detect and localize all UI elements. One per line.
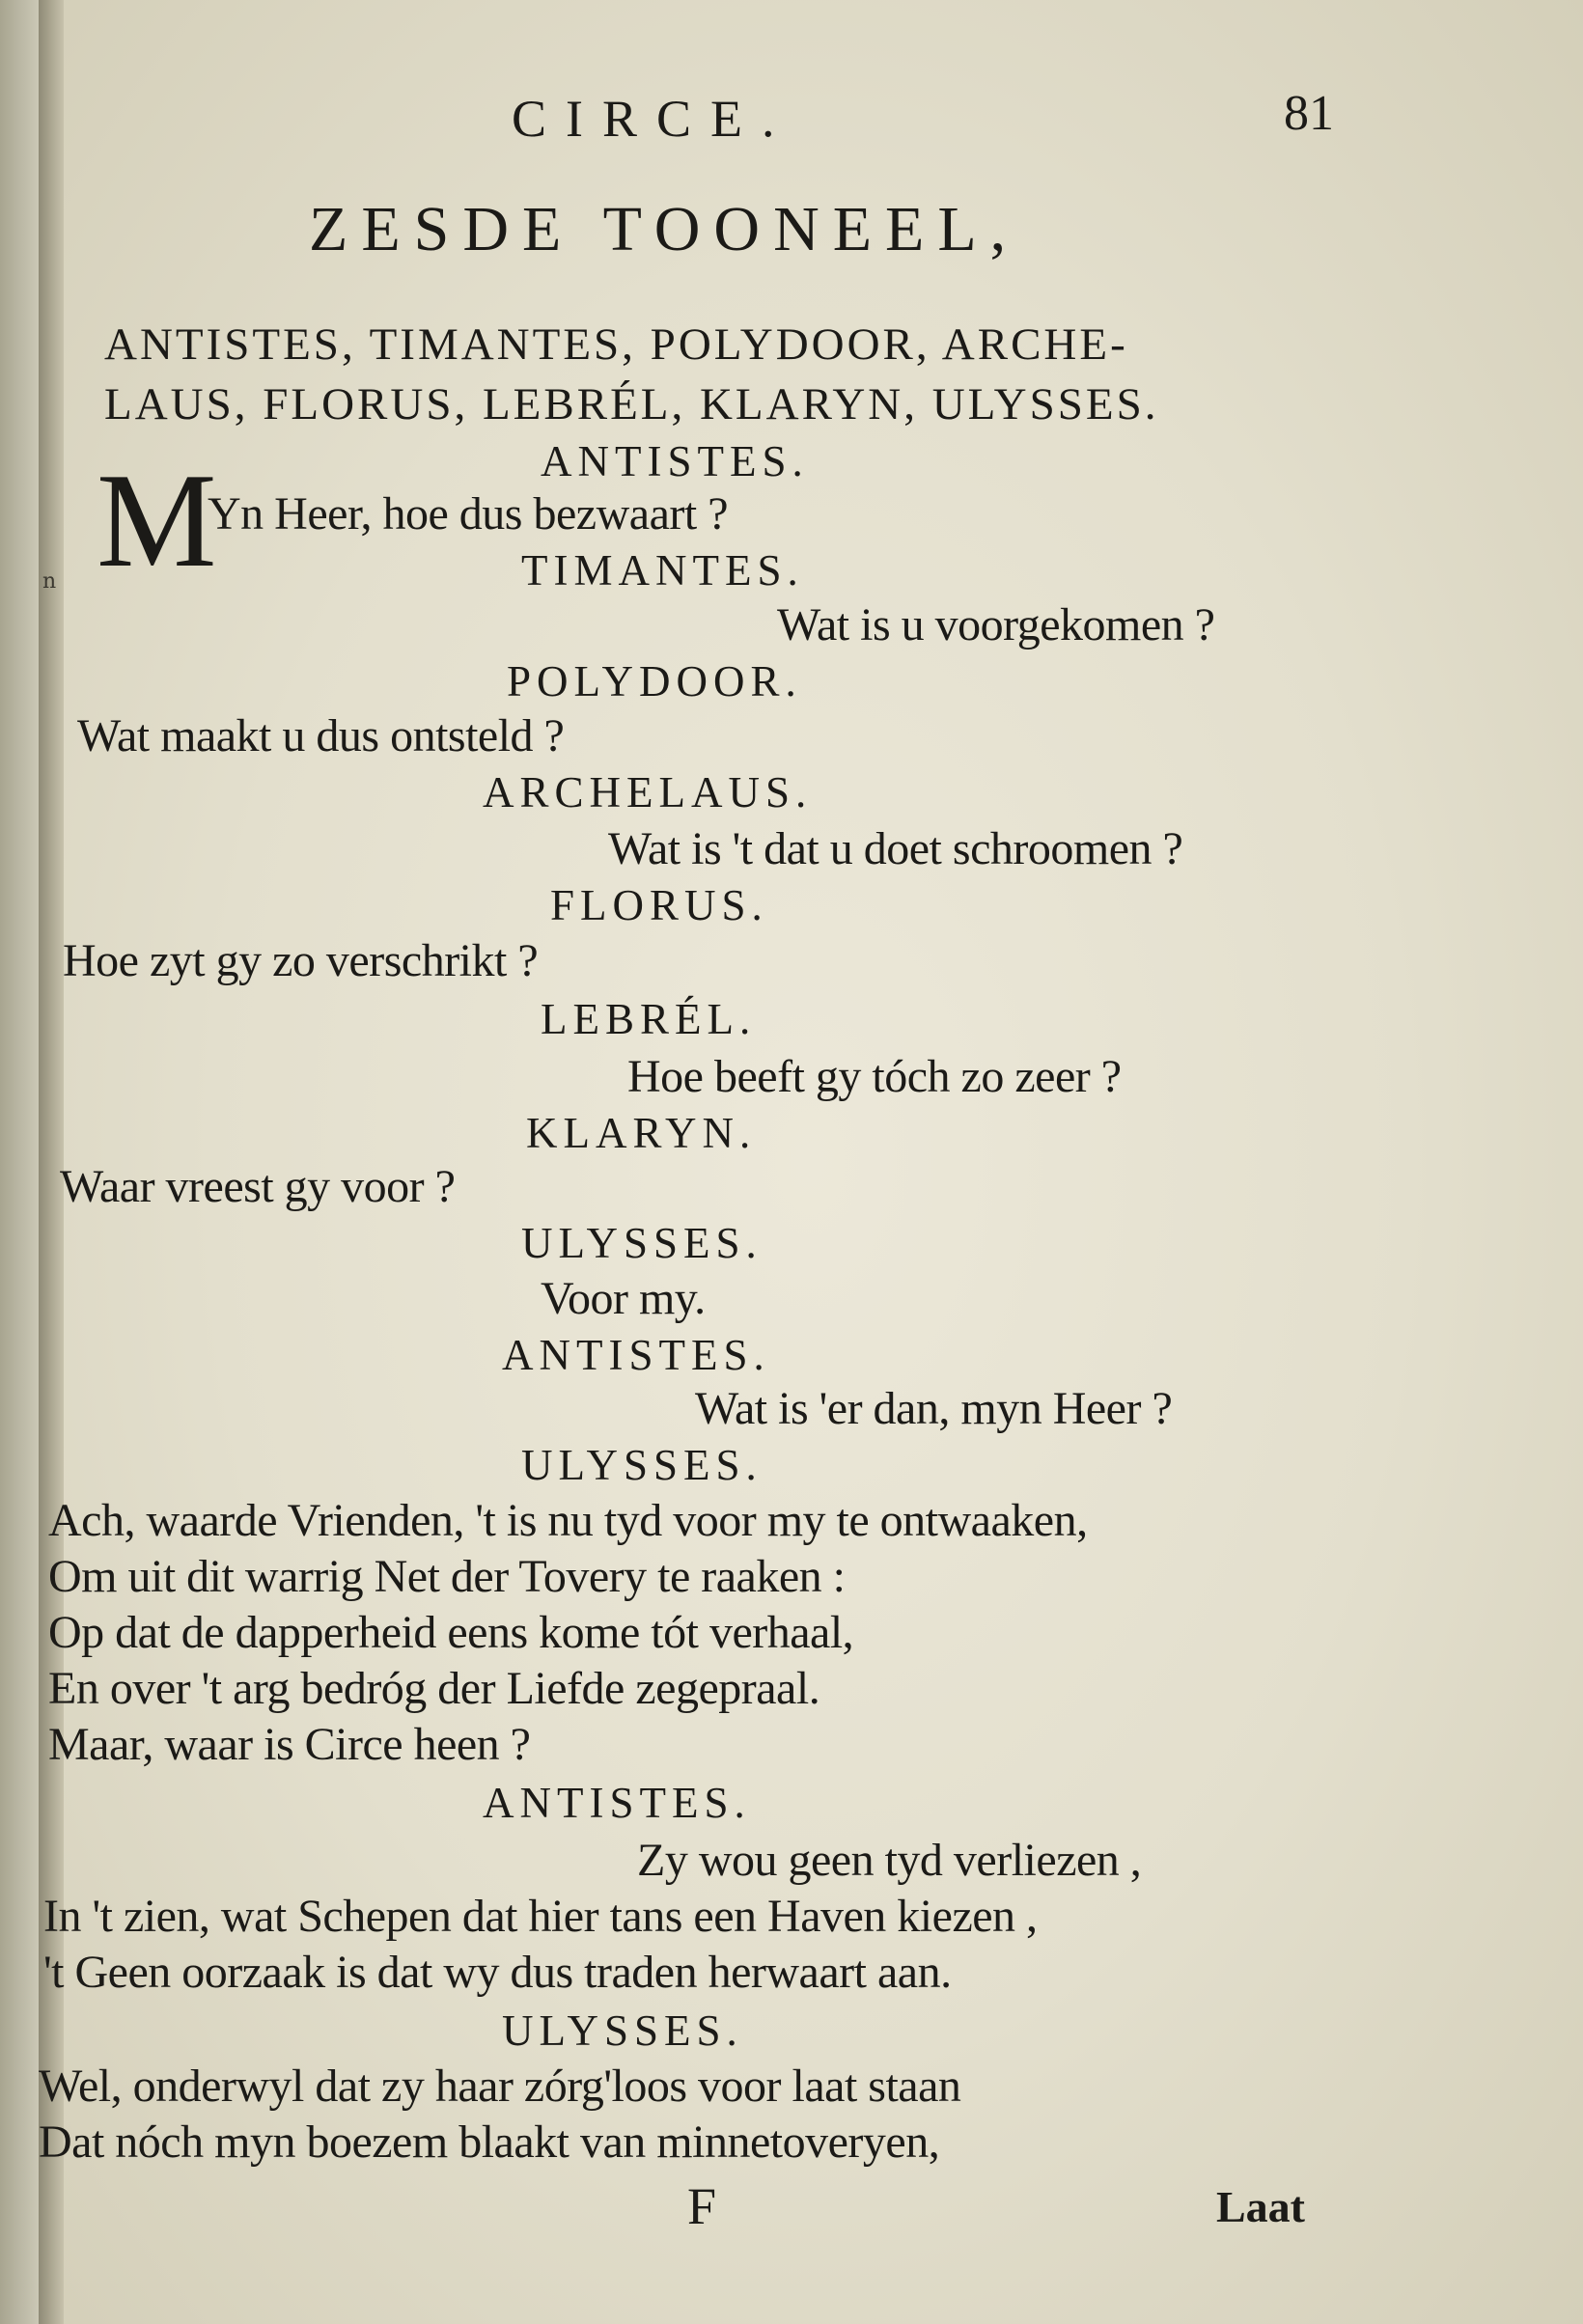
verse-line: Wel, onderwyl dat zy haar zórg'loos voor laat staan <box>39 2061 961 2112</box>
speaker-name: ULYSSES. <box>521 1441 763 1489</box>
verse-line: En over 't arg bedróg der Liefde zegepraal. <box>48 1663 820 1714</box>
page-number: 81 <box>1284 86 1334 141</box>
speaker-name: ANTISTES. <box>541 437 809 485</box>
speaker-name: KLARYN. <box>526 1109 757 1157</box>
verse-line: Yn Heer, hoe dus bezwaart ? <box>208 488 728 540</box>
verse-line: Dat nóch myn boezem blaakt van minnetoveryen, <box>39 2116 940 2168</box>
page-text <box>39 0 1583 2324</box>
verse-line: In 't zien, wat Schepen dat hier tans een Haven kiezen , <box>43 1891 1038 1942</box>
cast-list-line: LAUS, FLORUS, LEBRÉL, KLARYN, ULYSSES. <box>104 379 1159 429</box>
speaker-name: ANTISTES. <box>483 1779 751 1827</box>
verse-line: Hoe zyt gy zo verschrikt ? <box>63 935 539 986</box>
verse-line: Ach, waarde Vrienden, 't is nu tyd voor my te ontwaaken, <box>48 1495 1088 1546</box>
speaker-name: ANTISTES. <box>502 1331 770 1379</box>
verse-line: 't Geen oorzaak is dat wy dus traden herwaart aan. <box>43 1947 952 1998</box>
catchword: Laat <box>1216 2182 1305 2231</box>
verse-line: Wat maakt u dus ontsteld ? <box>77 710 565 761</box>
scene-title: ZESDE TOONEEL, <box>309 194 1020 264</box>
verse-line: Wat is 'er dan, myn Heer ? <box>695 1383 1173 1434</box>
speaker-name: ULYSSES. <box>502 2006 743 2055</box>
speaker-name: LEBRÉL. <box>541 995 757 1043</box>
running-title: CIRCE. <box>512 90 794 148</box>
verse-line: Wat is 't dat u doet schroomen ? <box>608 823 1183 874</box>
speaker-name: ARCHELAUS. <box>483 768 813 816</box>
verse-line: Maar, waar is Circe heen ? <box>48 1719 531 1770</box>
speaker-name: POLYDOOR. <box>507 657 802 706</box>
cast-list-line: ANTISTES, TIMANTES, POLYDOOR, ARCHE- <box>104 319 1128 370</box>
book-page <box>39 0 1583 2324</box>
speaker-name: FLORUS. <box>550 881 768 929</box>
verse-line: Hoe beeft gy tóch zo zeer ? <box>627 1051 1122 1102</box>
signature-mark: F <box>687 2177 717 2235</box>
drop-cap: M <box>97 446 217 595</box>
verse-line: Om uit dit warrig Net der Tovery te raaken : <box>48 1551 846 1602</box>
verse-line: Wat is u voorgekomen ? <box>777 599 1215 650</box>
verse-line: Voor my. <box>541 1273 706 1324</box>
gutter-mark: n <box>42 569 57 594</box>
verse-line: Zy wou geen tyd verliezen , <box>637 1835 1142 1886</box>
verse-line: Waar vreest gy voor ? <box>60 1161 456 1212</box>
speaker-name: TIMANTES. <box>521 546 804 595</box>
speaker-name: ULYSSES. <box>521 1219 763 1267</box>
verse-line: Op dat de dapperheid eens kome tót verhaal, <box>48 1607 854 1658</box>
